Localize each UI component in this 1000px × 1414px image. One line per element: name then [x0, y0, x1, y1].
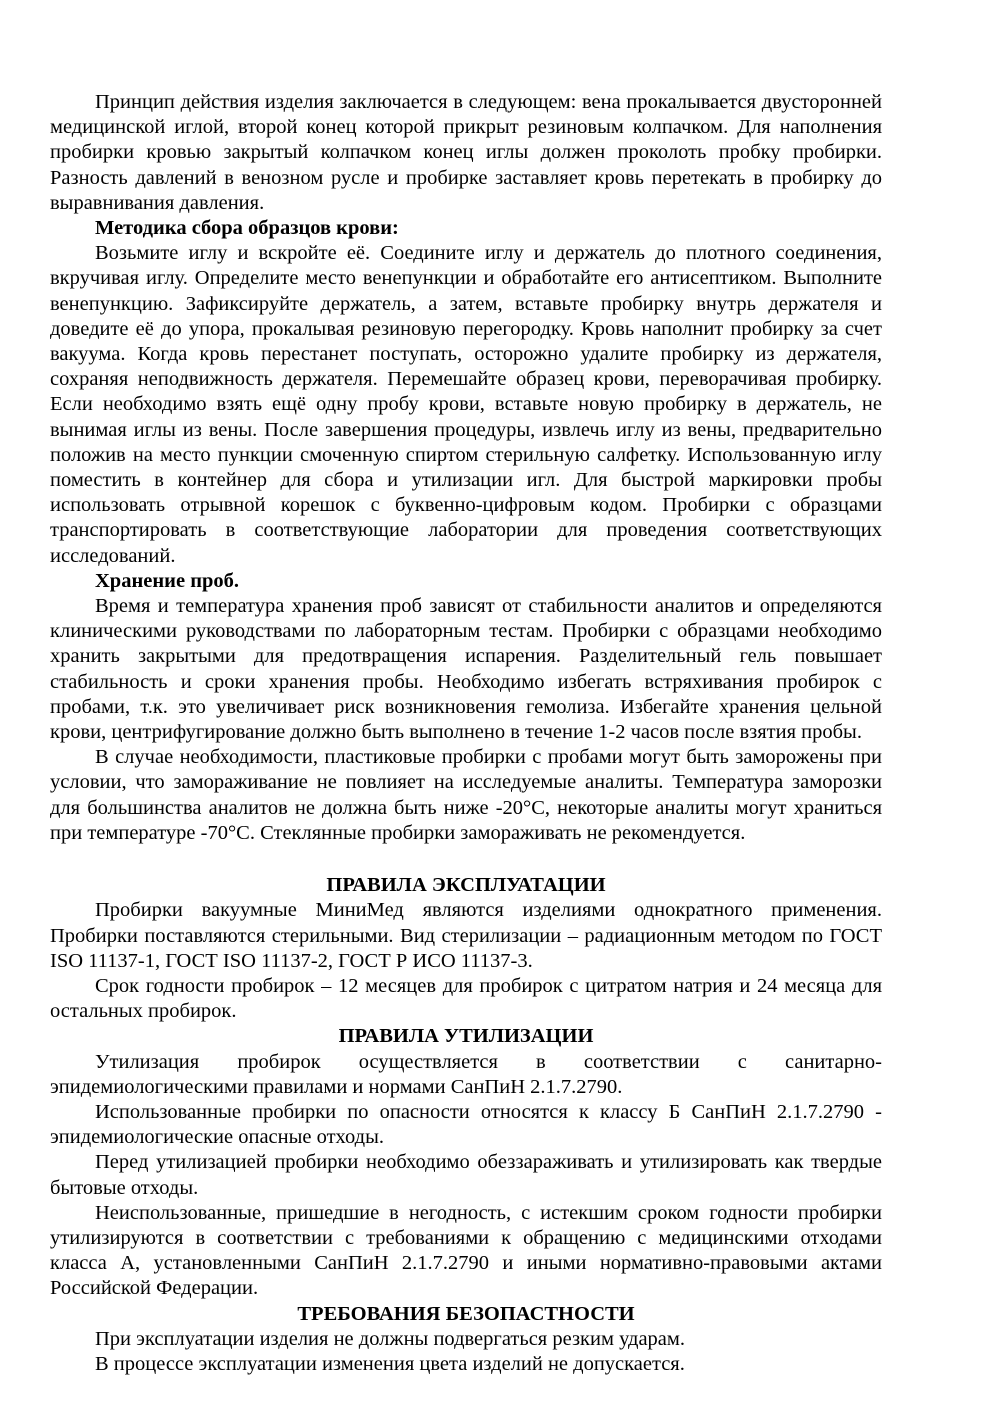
paragraph-no-sharp-impacts: При эксплуатации изделия не должны подвергаться резким ударам. — [95, 1327, 686, 1350]
section-heading-disposal-rules: ПРАВИЛА УТИЛИЗАЦИИ — [338, 1025, 594, 1048]
paragraph-hazard-class-b: Использованные пробирки по опасности относятся к классу Б СанПиН 2.1.7.2790 - эпидемиологические опасные отходы. — [50, 1100, 882, 1149]
section-heading-operation-rules: ПРАВИЛА ЭКСПЛУАТАЦИИ — [326, 874, 606, 897]
section-heading-safety-requirements: ТРЕБОВАНИЯ БЕЗОПАСТНОСТИ — [297, 1302, 635, 1325]
paragraph-unused-expired-disposal: Неиспользованные, пришедшие в негодность, с истекшим сроком годности пробирки утилизируются в соответствии с требованиями к обращению с медицинскими отходами класса А, установленными СанПиН 2.1.7.2790 и иными нормативно-правовыми актами Российской Федерации. — [50, 1201, 882, 1300]
paragraph-freezing-conditions: В случае необходимости, пластиковые пробирки с пробами могут быть заморожены при условии, что замораживание не повлияет на исследуемые аналиты. Температура заморозки для большинства аналитов не должна быть ниже -20°С, некоторые аналиты могут храниться при температуре -70°С. Стеклянные пробирки замораживать не рекомендуется. — [50, 746, 882, 844]
paragraph-storage-conditions: Время и температура хранения проб зависят от стабильности аналитов и определяются клиническими руководствами по лабораторным тестам. Пробирки с образцами необходимо хранить закрытыми для предотвращения испарения. Разделительный гель повышает стабильность и сроки хранения пробы. Необходимо избегать встряхивания пробирок с пробами, т.к. это увеличивает риск возникновения гемолиза. Избегайте хранения цельной крови, центрифугирование должно быть выполнено в течение 1-2 часов после взятия пробы. — [50, 595, 882, 744]
paragraph-single-use-sterilization: Пробирки вакуумные МиниМед являются изделиями однократного применения. Пробирки поставляются стерильными. Вид стерилизации – радиационным методом по ГОСТ ISO 11137-1, ГОСТ ISO 11137-2, ГОСТ Р ИСО 11137-3. — [50, 899, 882, 972]
paragraph-principle-of-operation: Принцип действия изделия заключается в следующем: вена прокалывается двусторонней медицинской иглой, второй конец которой прикрыт резиновым колпачком. Для наполнения пробирки кровью закрытый колпачком конец иглы должен проколоть пробку пробирки. Разность давлений в венозном русле и пробирке заставляет кровь перетекать в пробирку до выравнивания давления. — [50, 91, 882, 214]
paragraph-shelf-life: Срок годности пробирок – 12 месяцев для пробирок с цитратом натрия и 24 месяца для остальных пробирок. — [50, 974, 882, 1023]
paragraph-disinfection-before-disposal: Перед утилизацией пробирки необходимо обеззараживать и утилизировать как твердые бытовые отходы. — [50, 1151, 882, 1199]
paragraph-sampling-procedure: Возьмите иглу и вскройте её. Соедините иглу и держатель до плотного соединения, вкручивая иглу. Определите место венепункции и обработайте его антисептиком. Выполните венепункцию. Зафиксируйте держатель, а затем, вставьте пробирку внутрь держателя и доведите её до упора, прокалывая резиновую перегородку. Кровь наполнит пробирку за счет вакуума. Когда кровь перестанет поступать, осторожно удалите пробирку из держателя, сохраняя неподвижность держателя. Перемешайте образец крови, переворачивая пробирку. Если необходимо взять ещё одну пробу крови, вставьте новую пробирку в держатель, не вынимая иглы из вены. После завершения процедуры, извлечь иглу из вены, предварительно положив на место пункции смоченную спиртом стерильную салфетку. Использованную иглу поместить в контейнер для сбора и утилизации игл. Для быстрой маркировки пробы использовать отрывной корешок с буквенно-цифровым кодом. Пробирки с образцами транспортировать в соответствующие лаборатории для проведения соответствующих исследований. — [50, 242, 882, 567]
document-body — [50, 90, 882, 1377]
subheading-blood-sampling-method: Методика сбора образцов крови: — [95, 217, 399, 240]
paragraph-no-color-change: В процессе эксплуатации изменения цвета изделий не допускается. — [95, 1352, 685, 1375]
paragraph-disposal-sanpin: Утилизация пробирок осуществляется в соответствии с санитарно-эпидемиологическими правилами и нормами СанПиН 2.1.7.2790. — [50, 1050, 882, 1098]
subheading-sample-storage: Хранение проб. — [95, 569, 240, 592]
